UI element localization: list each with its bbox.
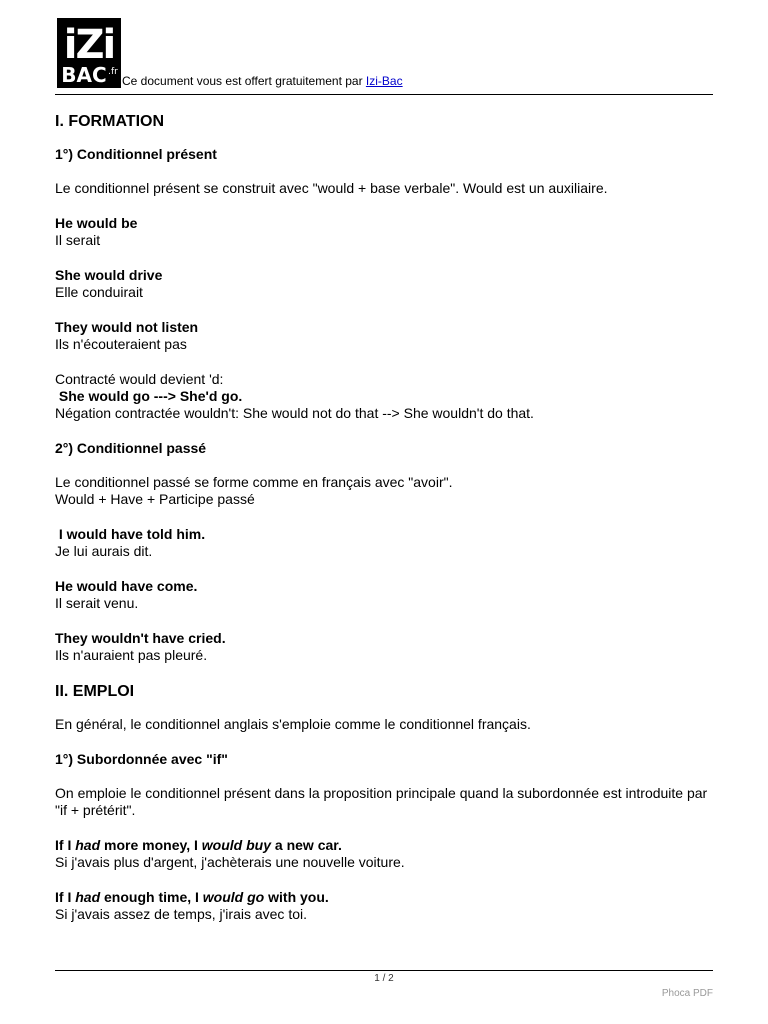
example-fr: Si j'avais plus d'argent, j'achèterais une nouvelle voiture. [55,854,405,870]
offer-text: Ce document vous est offert gratuitement par Izi-Bac [122,74,403,88]
example-fr: Je lui aurais dit. [55,543,153,559]
subheading-subordonnee-if: 1°) Subordonnée avec "if" [55,751,228,767]
subheading-conditionnel-present: 1°) Conditionnel présent [55,146,217,162]
svg-text:.fr: .fr [108,67,118,77]
paragraph: Le conditionnel passé se forme comme en français avec "avoir". [55,474,453,490]
example-fr: Il serait venu. [55,595,139,611]
document-body [55,112,715,923]
example-en: If I had enough time, I would go with you. [55,889,329,905]
example-fr: Si j'avais assez de temps, j'irais avec toi. [55,906,307,922]
svg-text:BAC: BAC [61,63,107,87]
example-en: They would not listen [55,319,199,335]
paragraph: Le conditionnel présent se construit avec "would + base verbale". Would est un auxiliaire. [55,180,608,196]
example-en: She would go ---> She'd go. [55,388,243,404]
example-fr: Ils n'auraient pas pleuré. [55,647,208,663]
example-en: He would have come. [55,578,198,594]
section-title-formation: I. FORMATION [55,113,165,130]
document-header [55,18,713,95]
paragraph: Contracté would devient 'd: [55,371,224,387]
subheading-conditionnel-passe: 2°) Conditionnel passé [55,440,207,456]
example-en: I would have told him. [55,526,206,542]
example-fr: Elle conduirait [55,284,143,300]
section-title-emploi: II. EMPLOI [55,683,135,700]
phoca-pdf-label: Phoca PDF [661,988,713,999]
paragraph: Négation contractée wouldn't: She would not do that --> She wouldn't do that. [55,405,534,421]
izi-bac-link[interactable]: Izi-Bac [365,74,403,88]
example-en: He would be [55,215,138,231]
document-footer [55,970,713,984]
svg-text:iZi: iZi [63,22,115,68]
example-en: If I had more money, I would buy a new car. [55,837,342,853]
paragraph: En général, le conditionnel anglais s'emploie comme le conditionnel français. [55,716,531,732]
paragraph: Would + Have + Participe passé [55,491,255,507]
example-en: She would drive [55,267,163,283]
paragraph: On emploie le conditionnel présent dans la proposition principale quand la subordonnée est introduite par "if + prétérit". [55,785,708,818]
example-fr: Ils n'écouteraient pas [55,336,187,352]
page-number: 1 / 2 [374,973,394,984]
example-fr: Il serait [55,232,101,248]
izi-bac-logo [57,18,121,88]
example-en: They wouldn't have cried. [55,630,226,646]
